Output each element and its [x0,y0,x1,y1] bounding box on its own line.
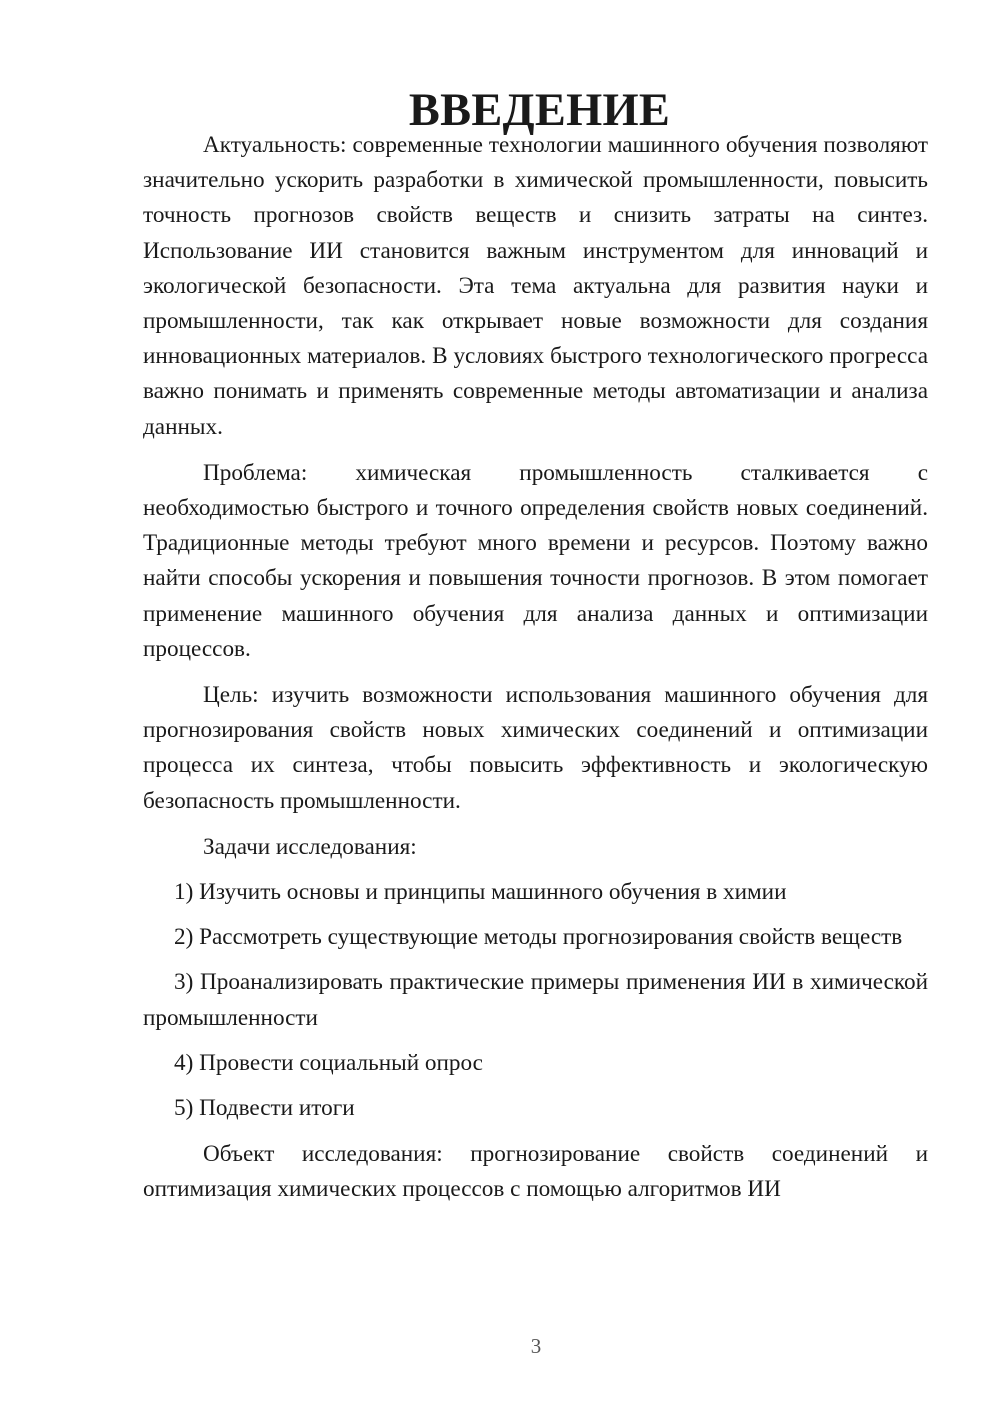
page-title: ВВЕДЕНИЕ [408,85,671,136]
page-number: 3 [530,1334,542,1358]
task-item-5: 5) Подвести итоги [174,1095,355,1122]
page-content [143,85,928,1208]
object-paragraph: Объект исследования: прогнозирование свойств соединений и оптимизация химических процессов с помощью алгоритмов ИИ [143,1141,928,1203]
task-item-2: 2) Рассмотреть существующие методы прогнозирования свойств веществ [174,924,903,951]
task-item-1: 1) Изучить основы и принципы машинного обучения в химии [174,879,787,906]
task-item-4: 4) Провести социальный опрос [174,1049,483,1076]
relevance-paragraph: Актуальность: современные технологии машинного обучения позволяют значительно ускорить разработки в химической промышленности, повысить точность прогнозов свойств веществ и снизить затраты на синтез. Использование ИИ становится важным инструментом для инноваций и экологической безопасности. Эта тема актуальна для развития науки и промышленности, так как открывает новые возможности для создания инновационных материалов. В условиях быстрого технологического прогресса важно понимать и применять современные методы автоматизации и анализа данных. [143,132,928,440]
problem-paragraph: Проблема: химическая промышленность сталкивается с необходимостью быстрого и точного определения свойств новых соединений. Традиционные методы требуют много времени и ресурсов. Поэтому важно найти способы ускорения и повышения точности прогнозов. В этом помогает применение машинного обучения для анализа данных и оптимизации процессов. [143,459,928,662]
tasks-heading: Задачи исследования: [203,833,417,860]
goal-paragraph: Цель: изучить возможности использования машинного обучения для прогнозирования свойств новых химических соединений и оптимизации процесса их синтеза, чтобы повысить эффективность и экологическую безопасность промышленности. [143,682,928,814]
task-item-3: 3) Проанализировать практические примеры применения ИИ в химической промышленности [143,969,928,1031]
task-list [143,875,928,1126]
